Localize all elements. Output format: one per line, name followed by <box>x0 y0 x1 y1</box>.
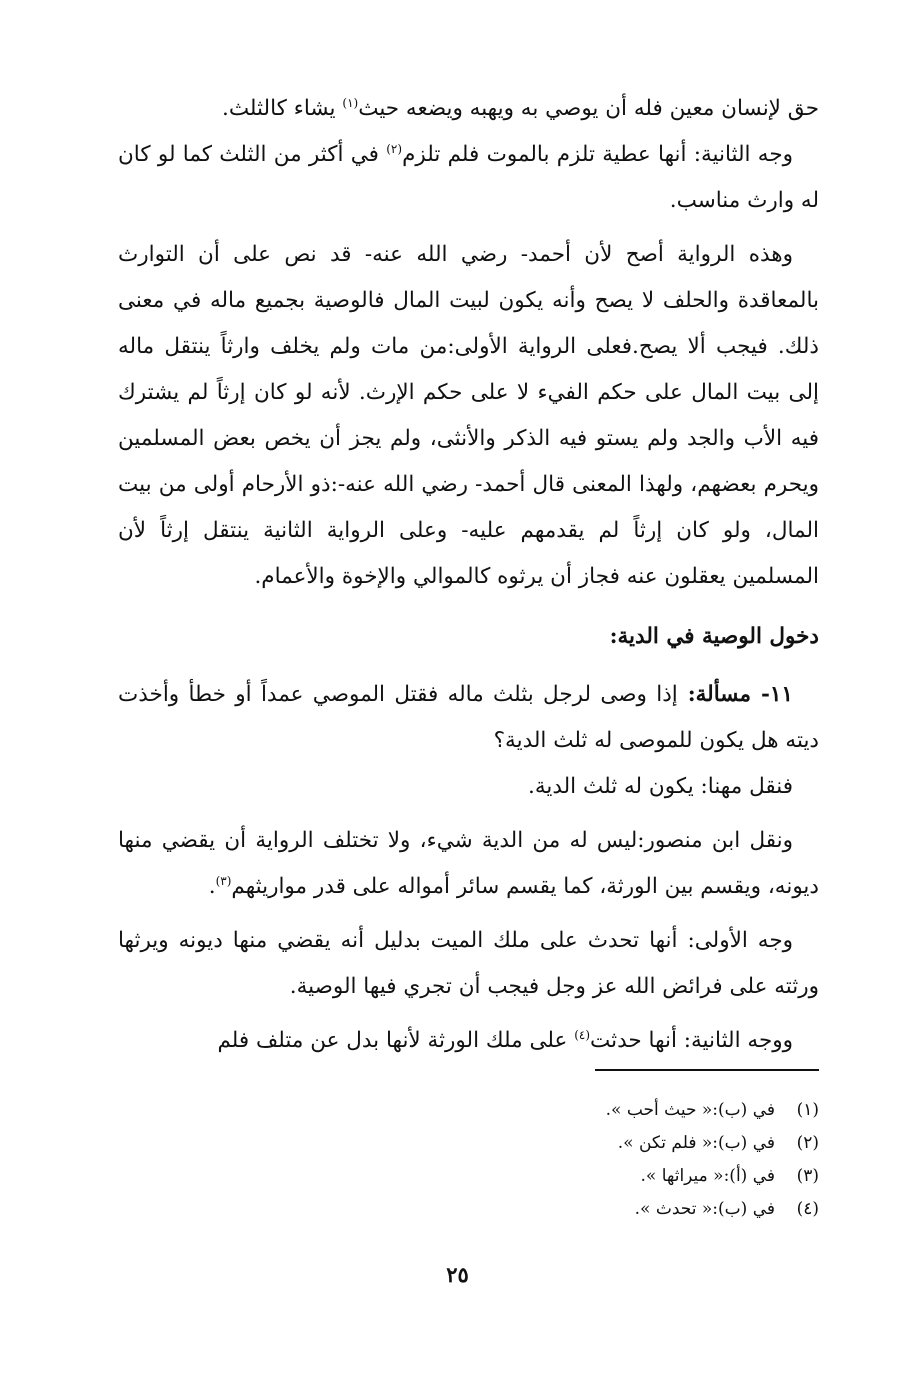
footnote-ref-2: (٢) <box>386 141 403 156</box>
footnote-text: في (ب):« فلم تكن ». <box>617 1133 775 1153</box>
footnote-item <box>399 1160 819 1193</box>
paragraph-7: وجه الأولى: أنها تحدث على ملك الميت بدليل أنه يقضي منها ديونه ويرثها ورثته على فرائض الله عز وجل فيجب أن تجري فيها الوصية. <box>118 928 819 999</box>
footnote-ref-1: (١) <box>342 95 359 110</box>
footnote-ref-3: (٣) <box>215 873 232 888</box>
main-text <box>118 86 819 1072</box>
paragraph-1 <box>118 86 819 132</box>
paragraph-2 <box>118 132 819 224</box>
paragraph-3: وهذه الرواية أصح لأن أحمد- رضي الله عنه- قد نص على أن التوارث بالمعاقدة والحلف لا يصح وأنه يكون لبيت المال فالوصية بجميع ماله في معنى ذلك. فيجب ألا يصح.فعلى الرواية الأولى:من مات ولم يخلف وارثاً ينتقل ماله إلى بيت المال على حكم الفيء لا على حكم الإرث. لأنه لو كان إرثاً لم يشترك فيه الأب والجد ولم يستو فيه الذكر والأنثى، ولم يجز أن يخص بعض المسلمين ويحرم بعضهم، ولهذا المعنى قال أحمد- رضي الله عنه-:ذو الأرحام أولى من بيت المال، ولو كان إرثاً لم يقدمهم عليه- وعلى الرواية الثانية ينتقل إرثاً لأن المسلمين يعقلون عنه فجاز أن يرثوه كالموالي والإخوة والأعمام. <box>118 242 819 589</box>
section-heading: دخول الوصية في الدية: <box>609 624 819 649</box>
footnote-separator <box>595 1069 819 1071</box>
paragraph-8-tail: على ملك الورثة لأنها بدل عن متلف فلم <box>217 1028 575 1053</box>
footnotes <box>399 1094 819 1226</box>
footnote-text: في (أ):« ميراثها ». <box>640 1166 775 1186</box>
footnote-item <box>399 1127 819 1160</box>
paragraph-2-tail: في أكثر من الثلث كما لو كان له وارث مناسب. <box>118 142 819 213</box>
footnote-text: في (ب):« تحدث ». <box>634 1199 775 1219</box>
page-number: ٢٥ <box>446 1262 469 1287</box>
footnote-number: (١) <box>796 1100 819 1120</box>
paragraph-8 <box>118 1018 819 1064</box>
paragraph-1-tail: يشاء كالثلث. <box>221 96 343 121</box>
issue-paragraph <box>118 672 819 764</box>
paragraph-1-text: حق لإنسان معين فله أن يوصي به ويهبه ويضعه حيث <box>358 96 819 121</box>
paragraph-6-text: ونقل ابن منصور:ليس له من الدية شيء، ولا تختلف الرواية أن يقضي منها ديونه، ويقسم بين الورثة، كما يقسم سائر أمواله على قدر مواريثهم <box>118 828 819 899</box>
issue-text: إذا وصى لرجل بثلث ماله فقتل الموصي عمداً أو خطأ وأخذت ديته هل يكون للموصى له ثلث الدية؟ <box>118 682 819 753</box>
paragraph-6-tail: . <box>208 874 216 899</box>
footnote-number: (٣) <box>796 1166 819 1186</box>
paragraph-2-text: وجه الثانية: أنها عطية تلزم بالموت فلم تلزم <box>402 142 793 167</box>
footnote-item <box>399 1094 819 1127</box>
paragraph-6 <box>118 818 819 910</box>
footnote-number: (٢) <box>796 1133 819 1153</box>
footnote-ref-4: (٤) <box>574 1027 591 1042</box>
footnote-number: (٤) <box>796 1199 819 1219</box>
paragraph-5: فنقل مهنا: يكون له ثلث الدية. <box>527 774 793 799</box>
issue-label: مسألة: <box>677 682 751 707</box>
paragraph-8-text: ووجه الثانية: أنها حدثت <box>590 1028 793 1053</box>
footnote-item <box>399 1193 819 1226</box>
issue-number: ١١- <box>750 682 793 707</box>
footnote-text: في (ب):« حيث أحب ». <box>605 1100 775 1120</box>
